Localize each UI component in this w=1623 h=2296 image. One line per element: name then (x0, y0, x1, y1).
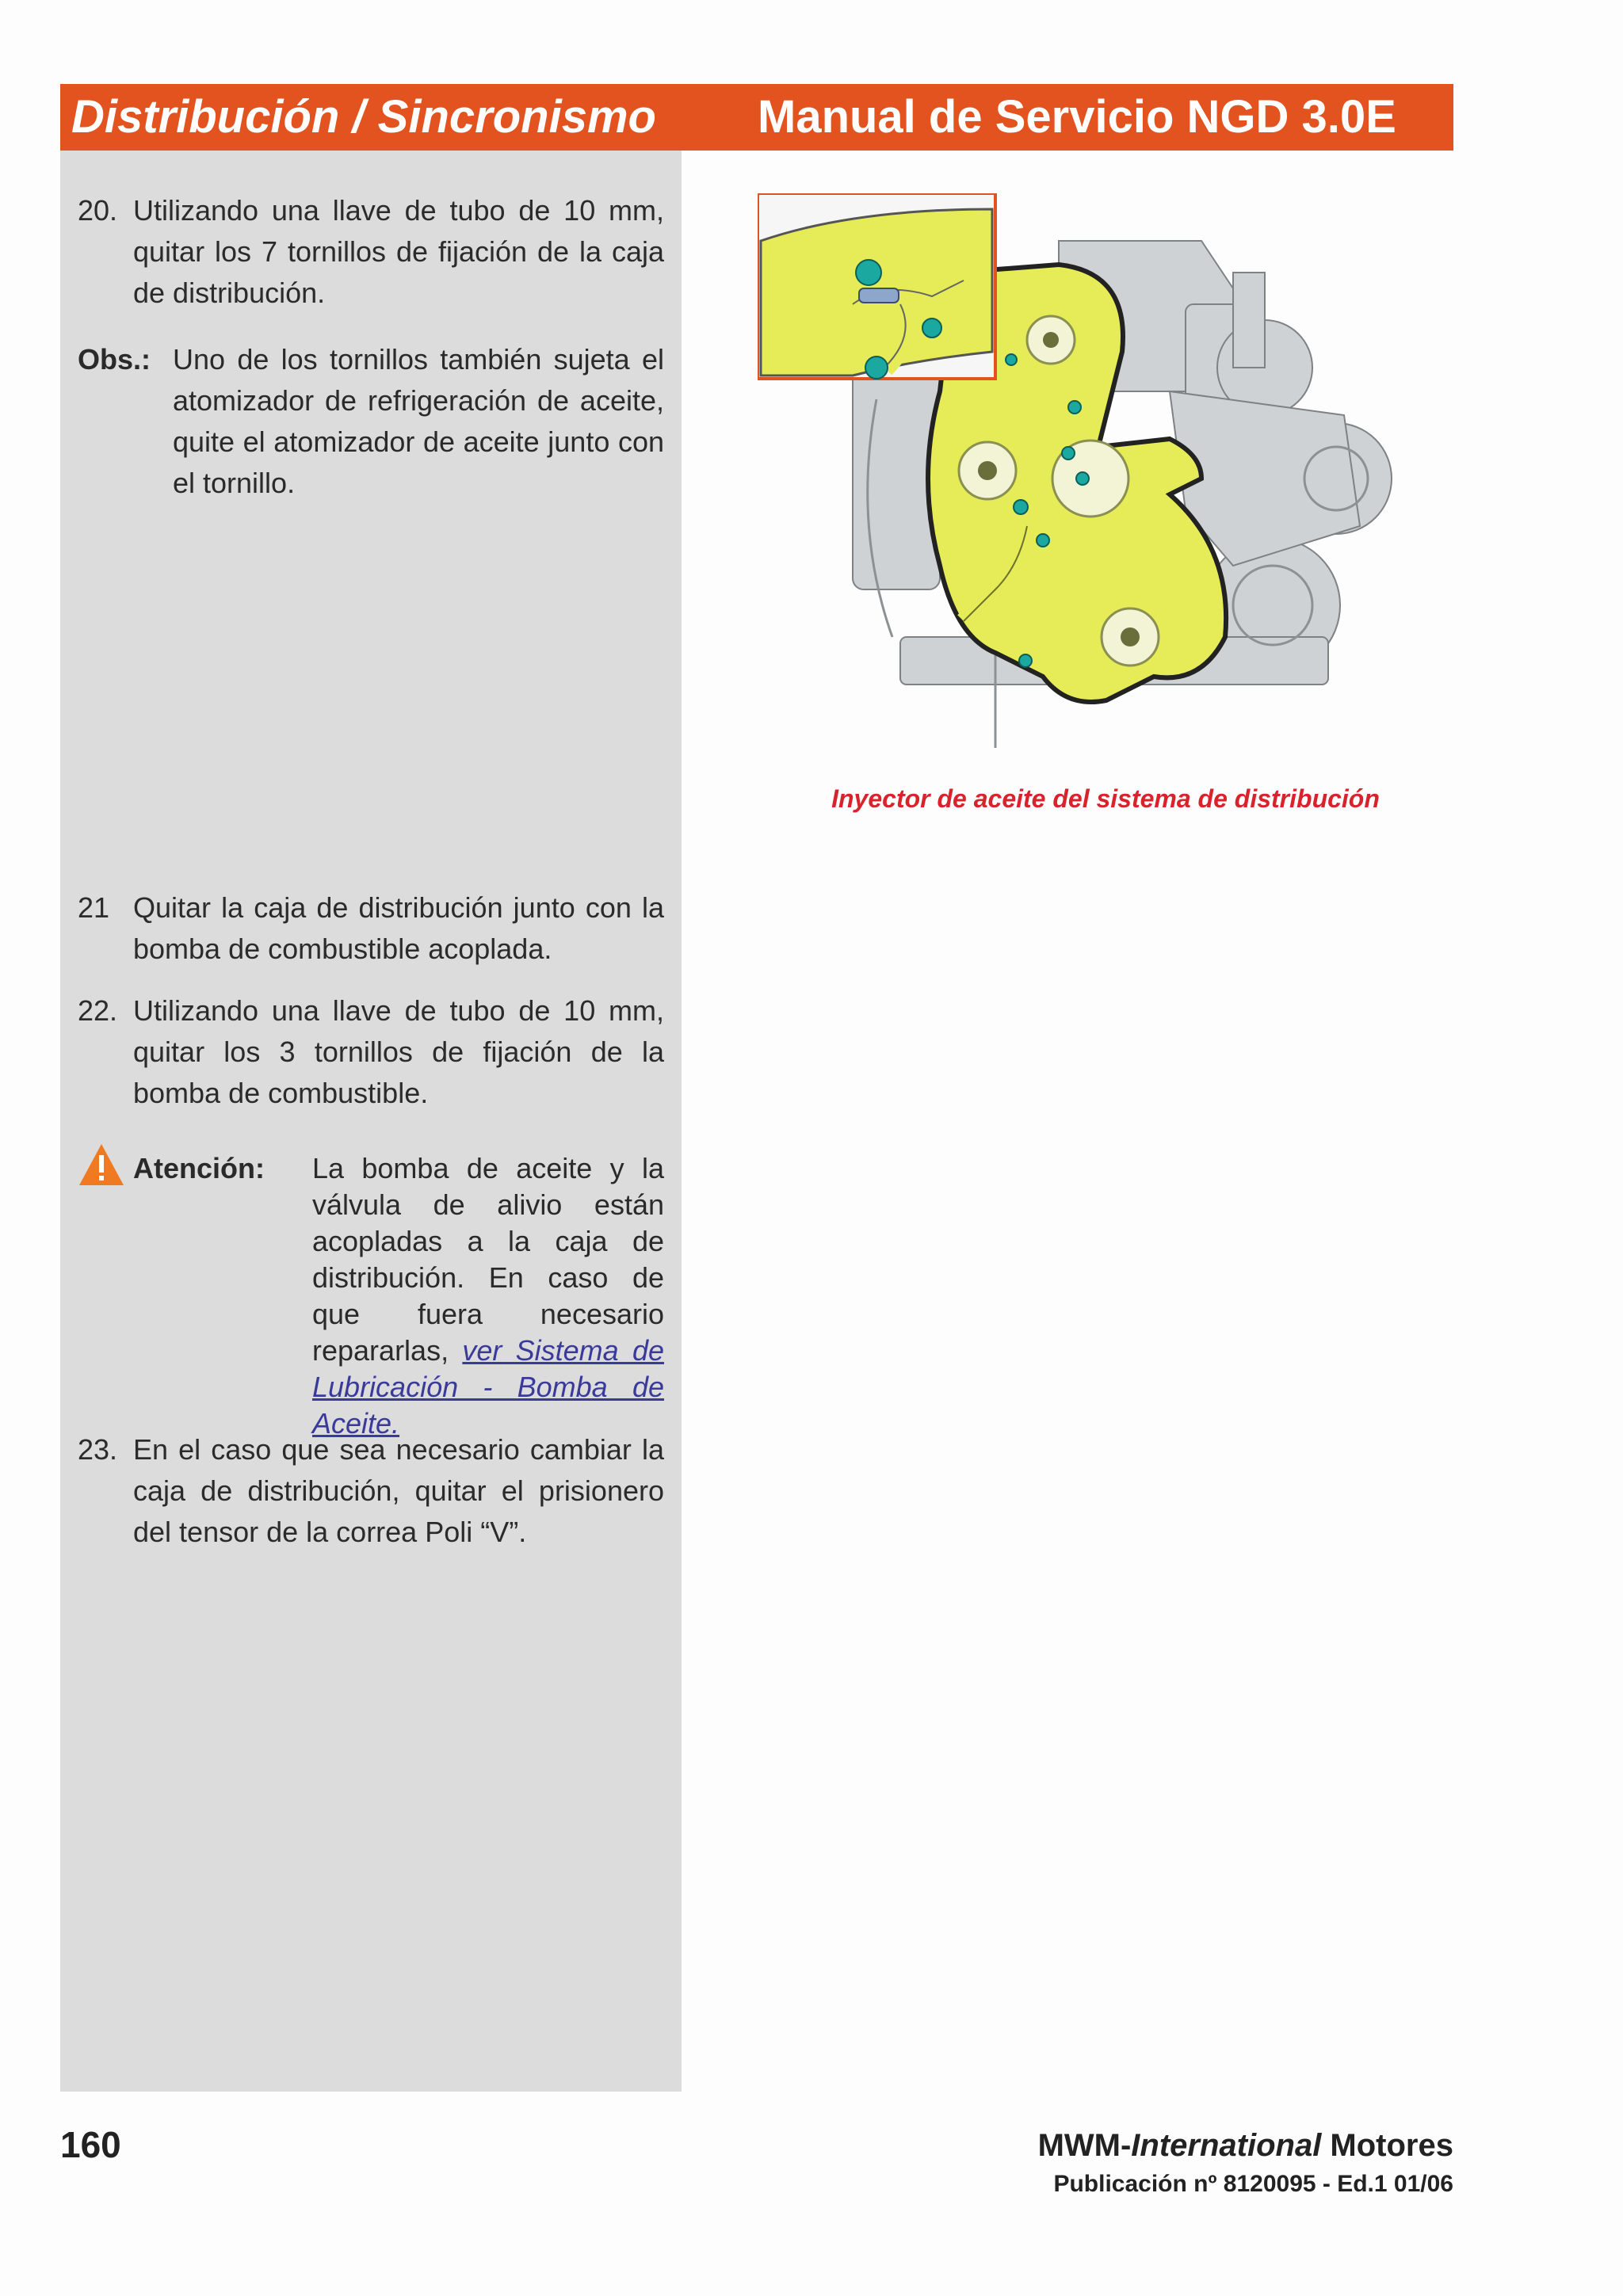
step-number: 20. (78, 194, 118, 227)
step-21 (78, 887, 664, 970)
attention-label: Atención: (133, 1152, 265, 1184)
manual-title: Manual de Servicio NGD 3.0E (758, 91, 1396, 143)
page-header (60, 84, 1453, 151)
obs-label: Obs.: (78, 343, 151, 376)
figure-caption: Inyector de aceite del sistema de distribución (831, 784, 1380, 813)
step-number: 23. (78, 1433, 118, 1466)
attention-body: La bomba de aceite y la válvula de alivio están acopladas a la caja de distribución. En caso de que fuera necesario repararlas, (312, 1152, 664, 1367)
publication-info: Publicación nº 8120095 - Ed.1 01/06 (1053, 2171, 1453, 2197)
step-20 (78, 190, 664, 314)
engine-timing-cover-illustration (758, 193, 1447, 772)
brand-prefix: MWM- (1037, 2128, 1132, 2163)
observation-note (78, 339, 664, 504)
obs-text: Uno de los tornillos también sujeta el atomizador de refrigeración de aceite, quite el atomizador de aceite junto con el tornillo. (173, 343, 664, 499)
attention-text (312, 1150, 664, 1442)
step-text: En el caso que sea necesario cambiar la caja de distribución, quitar el prisionero del tensor de la correa Poli “V”. (133, 1433, 664, 1548)
step-text: Utilizando una llave de tubo de 10 mm, quitar los 7 tornillos de fijación de la caja de distribución. (133, 194, 664, 309)
step-text: Utilizando una llave de tubo de 10 mm, quitar los 3 tornillos de fijación de la bomba de combustible. (133, 994, 664, 1109)
step-22 (78, 990, 664, 1114)
step-number: 22. (78, 994, 118, 1027)
attention-note (78, 1150, 664, 1442)
step-23 (78, 1429, 664, 1553)
section-title: Distribución / Sincronismo (71, 91, 656, 143)
brand-suffix: Motores (1321, 2128, 1453, 2163)
step-number: 21 (78, 891, 110, 924)
warning-icon (78, 1142, 125, 1187)
step-text: Quitar la caja de distribución junto con la bomba de combustible acoplada. (133, 891, 664, 965)
page-number: 160 (60, 2124, 121, 2165)
lubrication-link[interactable]: ver Sistema de Lubricación - Bomba de Aceite. (312, 1334, 664, 1440)
brand-name (1038, 2128, 1453, 2164)
brand-italic: International (1131, 2128, 1322, 2163)
